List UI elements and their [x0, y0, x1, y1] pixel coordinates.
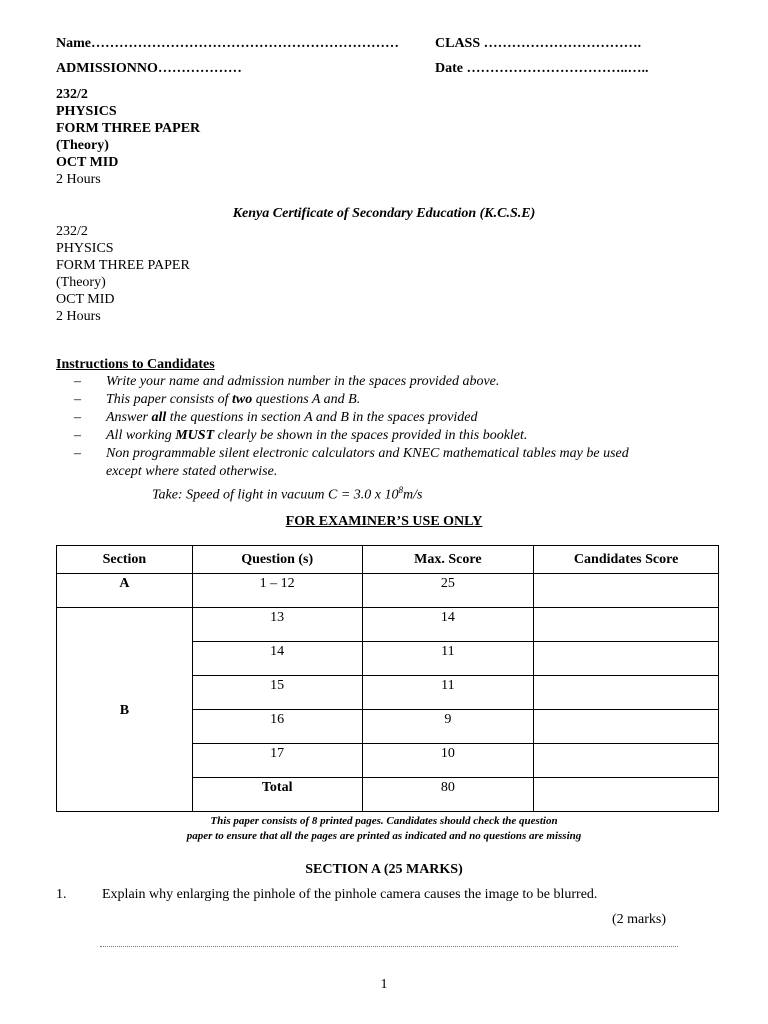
table-row — [57, 608, 719, 642]
section-a-heading: SECTION A (25 MARKS) — [305, 862, 463, 877]
examiner-heading: FOR EXAMINER’S USE ONLY — [285, 514, 483, 529]
instruction-item: – Answer all the questions in section A and B in the spaces provided — [74, 410, 478, 425]
paper-code: 232/2 — [56, 87, 88, 102]
paper-title: FORM THREE PAPER — [56, 258, 190, 273]
score-table — [56, 545, 719, 812]
class-field-line: CLASS ……………………………. — [435, 36, 642, 51]
pages-note-line1: This paper consists of 8 printed pages. Candidates should check the question — [210, 815, 558, 827]
question-cell: 13 — [192, 608, 362, 642]
exam-term: OCT MID — [56, 292, 115, 307]
question-marks: (2 marks) — [612, 912, 667, 927]
subject: PHYSICS — [56, 104, 117, 119]
candidate-score-cell[interactable] — [534, 608, 719, 642]
instruction-text: Answer all the questions in section A and B in the spaces provided — [106, 410, 478, 425]
speed-of-light-note: Take: Speed of light in vacuum C = 3.0 x $10^8m/s$ — [152, 485, 423, 503]
column-header: Max. Score — [362, 546, 534, 574]
instruction-text: Non programmable silent electronic calculators and KNEC mathematical tables may be used — [106, 446, 629, 461]
instruction-text: All working MUST clearly be shown in the spaces provided in this booklet. — [106, 428, 528, 443]
answer-line[interactable] — [100, 946, 678, 947]
instruction-item: – This paper consists of two questions A and B. — [74, 392, 361, 407]
duration: 2 Hours — [56, 309, 101, 324]
column-header: Question (s) — [192, 546, 362, 574]
paper-title: FORM THREE PAPER — [56, 121, 201, 136]
paper-type: (Theory) — [56, 138, 109, 153]
question-text: Explain why enlarging the pinhole of the pinhole camera causes the image to be blurred. — [102, 887, 598, 902]
max-score-cell: 11 — [362, 676, 534, 710]
candidate-score-cell[interactable] — [534, 642, 719, 676]
instruction-item: – All working MUST clearly be shown in the spaces provided in this booklet. — [74, 428, 528, 443]
max-score-total-cell: 80 — [362, 778, 534, 812]
exam-term: OCT MID — [56, 155, 119, 170]
question-cell: 16 — [192, 710, 362, 744]
instructions-heading: Instructions to Candidates — [56, 357, 215, 372]
question-cell: 14 — [192, 642, 362, 676]
name-field-line: Name………………………………………………………… — [56, 36, 399, 51]
question-cell: 17 — [192, 744, 362, 778]
paper-info-bold — [56, 86, 200, 188]
instructions-list — [70, 373, 629, 505]
candidate-total-cell[interactable] — [534, 778, 719, 812]
paper-type: (Theory) — [56, 275, 106, 290]
column-header: Section — [57, 546, 193, 574]
instruction-continuation: except where stated otherwise. — [106, 464, 278, 479]
kcse-title: Kenya Certificate of Secondary Education (K.C.S.E) — [232, 206, 536, 221]
instruction-text: This paper consists of two questions A and B. — [106, 392, 361, 407]
admission-number-field-line: ADMISSIONNO……………… — [56, 61, 242, 76]
candidate-score-cell[interactable] — [534, 710, 719, 744]
question-cell: 15 — [192, 676, 362, 710]
question-number: 1. — [56, 887, 67, 902]
column-header: Candidates Score — [534, 546, 719, 574]
table-row — [57, 574, 719, 608]
question-cell: 1 – 12 — [192, 574, 362, 608]
section-cell: B — [57, 608, 193, 812]
page-number: 1 — [380, 977, 388, 992]
max-score-cell: 9 — [362, 710, 534, 744]
total-label-cell: Total — [192, 778, 362, 812]
max-score-cell: 11 — [362, 642, 534, 676]
paper-code: 232/2 — [56, 224, 88, 239]
pages-note-line2: paper to ensure that all the pages are printed as indicated and no questions are missing — [186, 830, 582, 842]
instruction-item: – Non programmable silent electronic calculators and KNEC mathematical tables may be used — [74, 446, 629, 461]
instruction-item: – Write your name and admission number in the spaces provided above. — [74, 374, 500, 389]
max-score-cell: 25 — [362, 574, 534, 608]
max-score-cell: 10 — [362, 744, 534, 778]
instruction-text: Write your name and admission number in the spaces provided above. — [106, 374, 500, 389]
max-score-cell: 14 — [362, 608, 534, 642]
candidate-score-cell[interactable] — [534, 744, 719, 778]
candidate-score-cell[interactable] — [534, 574, 719, 608]
candidate-score-cell[interactable] — [534, 676, 719, 710]
section-cell: A — [57, 574, 193, 608]
table-header-row — [57, 546, 719, 574]
date-field-line: Date ……………………………..….. — [435, 61, 649, 76]
duration: 2 Hours — [56, 172, 101, 187]
paper-info — [56, 223, 190, 325]
subject: PHYSICS — [56, 241, 114, 256]
